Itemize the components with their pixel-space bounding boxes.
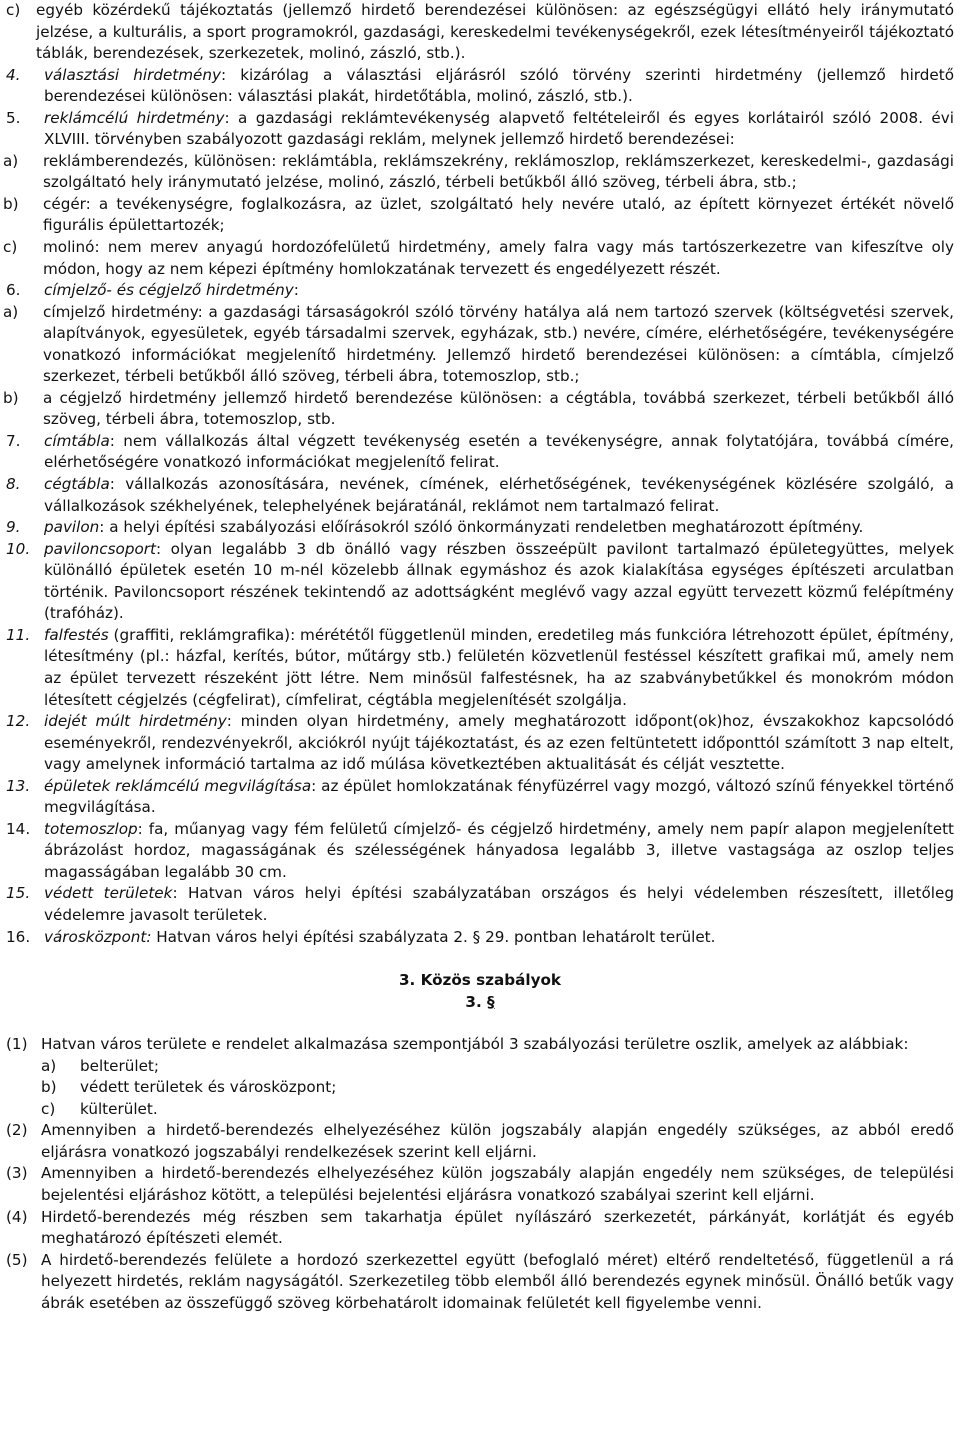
definition-rest: Hatvan város helyi építési szabályzata 2. § 29. pontban lehatárolt terület.	[151, 927, 716, 946]
paragraph-4	[6, 1207, 954, 1250]
definition-number: 15.	[6, 884, 31, 903]
item-marker: b)	[3, 194, 19, 213]
paragraph-3	[6, 1163, 954, 1206]
section-num: 3.	[465, 992, 482, 1011]
definition-number: 14.	[6, 819, 31, 838]
definition-term: idejét múlt hirdetmény	[44, 712, 227, 731]
paragraph-text: Hatvan város területe e rendelet alkalmazása szempontjából 3 szabályozási területre oszlik, amelyek az alábbiak:	[41, 1035, 909, 1054]
list-item	[3, 302, 954, 388]
definition-item	[6, 474, 954, 517]
definition-number: 16.	[6, 927, 31, 946]
definition-number: 13.	[6, 776, 31, 795]
item-text: reklámberendezés, különösen: reklámtábla, reklámszekrény, reklámoszlop, reklámszerkezet, kereskedelmi-, gazdasági szolgáltató hely iránymutató jelzése, molinó, zászló, térbeli betűkből álló szöveg, térbeli ábra, stb.;	[43, 151, 954, 192]
definition-item	[6, 539, 954, 625]
definition-rest: :	[293, 281, 299, 300]
item-marker: a)	[3, 302, 19, 321]
definition-term: reklámcélú hirdetmény	[44, 108, 225, 127]
item-marker: b)	[3, 388, 19, 407]
list-item	[3, 151, 954, 194]
definition-rest: : minden olyan hirdetmény, amely meghatározott időpont(ok)hoz, évszakokhoz kapcsolódó eseményekről, rendezvényekről, akciókról nyújt tájékoztatást, és az ezen feltüntetett időponttól számított 3 nap eltelt, vagy amelynek információ tartalma az idő múlása következtében aktualitását és célját vesztette.	[44, 712, 954, 774]
definition-text	[44, 517, 954, 539]
list-item	[41, 1056, 954, 1078]
definition-rest: : nem vállalkozás által végzett tevékenység esetén a tevékenységre, annak folytatójára, továbbá címére, elérhetőségére vonatkozó információkat megjelenítő felirat.	[44, 431, 954, 472]
item-marker: a)	[3, 151, 19, 170]
definition-number: 8.	[6, 475, 21, 494]
definition-number: 9.	[6, 518, 21, 537]
definition-term: cégtábla	[44, 475, 110, 494]
definition-term: városközpont:	[44, 927, 152, 946]
definition-term: pavilon	[44, 518, 100, 537]
paragraph-text: Hirdető-berendezés még részben sem takarhatja épület nyílászáró szerkezetét, párkányát, korlátját és egyéb meghatározó építészeti elemét.	[41, 1207, 954, 1248]
definition-6-items	[3, 302, 954, 431]
definition-text	[44, 539, 954, 625]
list-item	[3, 388, 954, 431]
paragraph-2	[6, 1120, 954, 1163]
item-text: egyéb közérdekű tájékoztatás (jellemző hirdető berendezései különösen: az egészségügyi ellátó hely iránymutató jelzése, a kulturális, a sport programokról, gazdasági, kereskedelmi tevékenységekről, ezek létesítményeiről tájékoztató táblák, berendezések, szerkezetek, molinó, zászló, stb.).	[36, 1, 954, 63]
list-item	[3, 237, 954, 280]
definition-text	[44, 431, 954, 474]
definition-term: címjelző- és cégjelző hirdetmény	[44, 281, 294, 300]
list-item	[41, 1077, 954, 1099]
definition-number: 5.	[6, 108, 21, 127]
definition-rest: : kizárólag a választási eljárásról szóló törvény szerinti hirdetmény (jellemző hirdető berendezései különösen: választási plakát, hirdetőtábla, molinó, zászló, stb.).	[44, 65, 954, 106]
paragraph-text: A hirdető-berendezés felülete a hordozó szerkezettel együtt (befoglaló méret) eltérő rendeltetéső, függetlenül a rá helyezett hirdetés, reklám nagyságától. Szerkezetileg több elemből álló berendezés egynek minősül. Önálló betűk vagy ábrák esetében az összefüggő szöveg körbehatárolt idomainak felületét kell figyelembe venni.	[41, 1250, 954, 1312]
definition-text	[44, 776, 954, 819]
item-text: védett területek és városközpont;	[80, 1078, 337, 1097]
definition-term: falfestés	[44, 625, 109, 644]
definition-item	[6, 431, 954, 474]
item-text: molinó: nem merev anyagú hordozófelületű hirdetmény, amely falra vagy más tartószerkezetre van kifeszítve oly módon, hogy az nem képezi építmény homlokzatának tervezett és engedélyezett részét.	[43, 238, 954, 278]
definition-number: 12.	[6, 712, 31, 731]
definition-item	[6, 711, 954, 776]
paragraph-text: Amennyiben a hirdető-berendezés elhelyezéséhez külön jogszabály alapján engedély nem szükséges, de települési bejelentési eljáráshoz kötött, a települési bejelentési eljárásra vonatkozó szabályai szerint kell eljárni.	[41, 1164, 954, 1204]
list-item	[3, 194, 954, 237]
definition-number: 4.	[6, 65, 21, 84]
definition-text	[44, 883, 954, 926]
definition-term: épületek reklámcélú megvilágítása	[44, 776, 312, 795]
paragraph-number: (3)	[6, 1164, 28, 1183]
definition-text	[44, 711, 954, 776]
item-text: a cégjelző hirdetmény jellemző hirdető berendezése különösen: a cégtábla, továbbá szerkezet, térbeli betűkből álló szöveg, térbeli ábra, totemoszlop, stb.	[43, 388, 954, 429]
item-text: címjelző hirdetmény: a gazdasági társaságokról szóló törvény hatálya alá nem tartozó szervek (költségvetési szervek, alapítványok, egyesületek, egyéb társadalmi szervek, egyházak, stb.) nevére, címére, elérhetőségére, tevékenységére vonatkozó információkat megjelenítő hirdetmény. Jellemző hirdető berendezései különösen: a címtábla, címjelző szerkezet, térbeli betűkből álló szöveg, térbeli ábra, totemoszlop, stb.;	[43, 302, 954, 386]
definition-term: választási hirdetmény	[44, 65, 222, 84]
list-item-c	[6, 0, 954, 65]
definition-rest: : a gazdasági reklámtevékenység alapvető feltételeiről és egyes korlátairól szóló 2008. évi XLVIII. törvényben szabályozott gazdasági reklám, melynek jellemző hirdető berendezései:	[44, 108, 954, 149]
paragraph-number: (2)	[6, 1121, 28, 1140]
definition-term: totemoszlop	[44, 819, 138, 838]
definition-number: 10.	[6, 539, 31, 558]
definition-rest: : a helyi építési szabályozási előírásokról szóló önkormányzati rendeletben meghatározott építmény.	[99, 518, 864, 537]
definition-text	[44, 474, 954, 517]
definition-rest: : az épület homlokzatának fényfüzérrel vagy mozgó, változó színű fényekkel történő megvilágítása.	[44, 776, 954, 817]
paragraph-1-items	[41, 1056, 954, 1121]
definition-4	[6, 65, 954, 108]
section-sign: §	[487, 992, 495, 1011]
paragraph-number: (4)	[6, 1207, 28, 1226]
item-marker: c)	[6, 1, 21, 19]
item-marker: c)	[41, 1099, 56, 1118]
list-item	[41, 1099, 954, 1121]
definition-6	[6, 280, 954, 302]
section-heading: 3. Közös szabályok	[398, 971, 562, 990]
definition-number: 7.	[6, 431, 21, 450]
definition-text	[44, 927, 954, 949]
item-marker: b)	[41, 1078, 57, 1097]
item-marker: c)	[3, 238, 18, 257]
definition-item	[6, 819, 954, 884]
paragraph-1	[6, 1034, 954, 1056]
definition-text	[44, 65, 954, 108]
item-text: külterület.	[80, 1099, 158, 1118]
item-text: belterület;	[80, 1056, 160, 1075]
paragraph-text: Amennyiben a hirdető-berendezés elhelyezéséhez külön jogszabály alapján engedély szükséges, az abból eredő eljárásra vonatkozó jogszabályi rendelkezések szerint kell eljárni.	[41, 1121, 954, 1161]
definition-text	[44, 625, 954, 711]
definition-number: 11.	[6, 625, 31, 644]
section-number	[6, 992, 954, 1014]
definition-text	[44, 108, 954, 151]
definition-item	[6, 776, 954, 819]
definition-rest: : Hatvan város helyi építési szabályzatában országos és helyi védelemben részesített, illetőleg védelemre javasolt területek.	[44, 884, 954, 924]
definition-item	[6, 927, 954, 949]
definition-rest: : olyan legalább 3 db önálló vagy részben összeépült pavilont tartalmazó épületegyüttes, melyek különálló épületek esetén 10 m-nél közelebb állnak egymáshoz és azok kialakítása egységes építészeti arculatban történik. Paviloncsoport részének tekintendő az adottságként meglévő vagy azzal együtt tervezett közmű felépítmény (trafóház).	[44, 539, 954, 623]
definition-text	[44, 819, 954, 884]
definition-rest: : vállalkozás azonosítására, nevének, címének, elérhetőségének, tevékenységének közlésére szolgáló, a vállalkozások székhelyének, telephelyének bejáratánál, reklámot nem tartalmazó felirat.	[44, 475, 954, 515]
definition-term: címtábla	[44, 431, 110, 450]
paragraph-number: (1)	[6, 1035, 28, 1054]
definition-number: 6.	[6, 281, 21, 300]
definition-item	[6, 625, 954, 711]
paragraph-5	[6, 1250, 954, 1315]
definition-5	[6, 108, 954, 151]
definition-item	[6, 517, 954, 539]
definitions-list	[6, 431, 954, 948]
definition-5-items	[3, 151, 954, 280]
item-marker: a)	[41, 1056, 57, 1075]
definition-rest: (graffiti, reklámgrafika): mérététől függetlenül minden, eredetileg más funkcióra létrehozott épület, építmény, létesítmény (pl.: házfal, kerítés, bútor, műtárgy stb.) felületén közvetlenül festéssel készített grafikai mű, amely nem az épület tervezett részeként jött létre. Nem minősül falfestésnek, ha az szabványbetűkkel és monokróm módon létesített cégjelzés (cégfelirat), címfelirat, cégtábla megjelenítését szolgálja.	[44, 625, 954, 709]
definition-text	[44, 280, 954, 302]
definition-term: paviloncsoport	[44, 539, 156, 558]
definition-term: védett területek	[44, 884, 173, 903]
definition-item	[6, 883, 954, 926]
item-text: cégér: a tevékenységre, foglalkozásra, az üzlet, szolgáltató hely nevére utaló, az épített környezet értékét növelő figurális épülettartozék;	[43, 194, 954, 235]
definition-rest: : fa, műanyag vagy fém felületű címjelző- és cégjelző hirdetmény, amely nem papír alapon megjelenített ábrázolást hordoz, magasságának és szélességének hányadosa legalább 3, illetve vastagsága az oszlop teljes magasságában legalább 30 cm.	[44, 819, 954, 881]
paragraph-number: (5)	[6, 1250, 28, 1269]
